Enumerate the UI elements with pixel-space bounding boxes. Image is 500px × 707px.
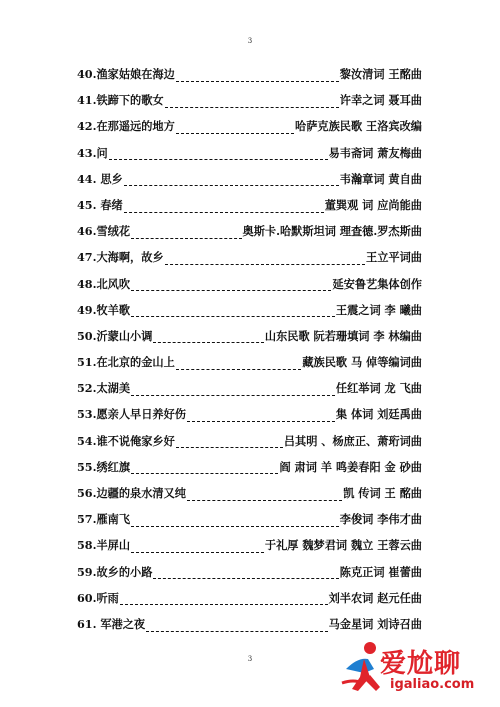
toc-row bbox=[77, 433, 422, 459]
toc-row bbox=[77, 276, 422, 302]
toc-entry-title: 49.牧羊歌 bbox=[77, 302, 131, 317]
toc-entry-title: 47.大海啊，故乡 bbox=[77, 250, 164, 265]
toc-leader-dashes bbox=[153, 340, 263, 343]
toc-row bbox=[77, 537, 422, 563]
toc-entry-title: 50.沂蒙山小调 bbox=[77, 328, 153, 343]
toc-entry-credit: 易韦斋词 萧友梅曲 bbox=[328, 145, 422, 160]
toc-row bbox=[77, 66, 422, 92]
toc-leader-dashes bbox=[120, 602, 328, 605]
toc-leader-dashes bbox=[176, 131, 294, 134]
page-number-top: 3 bbox=[247, 37, 253, 45]
toc-row bbox=[77, 328, 422, 354]
toc-leader-dashes bbox=[187, 498, 342, 501]
toc-leader-dashes bbox=[131, 550, 264, 553]
toc-entry-title: 53.愿亲人早日养好伤 bbox=[77, 407, 186, 422]
toc-entry-credit: 许幸之词 聂耳曲 bbox=[339, 93, 422, 108]
toc-entry-credit: 藏族民歌 马 倬等编词曲 bbox=[302, 355, 422, 370]
toc-row bbox=[77, 590, 422, 616]
toc-entry-title: 56.边疆的泉水清又纯 bbox=[77, 486, 186, 500]
toc-entry-title: 52.太湖美 bbox=[77, 381, 131, 396]
toc-entry-title: 48.北风吹 bbox=[77, 276, 131, 291]
toc-entry-credit: 韦瀚章词 黄自曲 bbox=[339, 171, 422, 186]
toc-entry-title: 51.在北京的金山上 bbox=[77, 355, 175, 370]
table-of-contents bbox=[77, 66, 422, 642]
page-number-bottom: 3 bbox=[247, 655, 253, 663]
toc-row bbox=[77, 92, 422, 118]
toc-entry-title: 43.问 bbox=[77, 145, 108, 160]
toc-leader-dashes bbox=[131, 236, 241, 239]
toc-entry-title: 55.绣红旗 bbox=[77, 459, 131, 474]
toc-entry-credit: 马金星词 刘诗召曲 bbox=[328, 616, 422, 631]
toc-entry-credit: 山东民歌 阮若珊填词 李 林编曲 bbox=[264, 328, 422, 343]
toc-row bbox=[77, 485, 422, 511]
toc-leader-dashes bbox=[153, 576, 338, 579]
toc-entry-credit: 黎汝清词 王酩曲 bbox=[339, 67, 422, 81]
toc-row bbox=[77, 249, 422, 275]
watermark-brand: 爱尬聊 bbox=[380, 649, 462, 679]
toc-leader-dashes bbox=[187, 419, 335, 422]
toc-entry-title: 57.雁南飞 bbox=[77, 512, 131, 527]
toc-entry-title: 58.半屏山 bbox=[77, 538, 131, 553]
toc-leader-dashes bbox=[165, 105, 339, 108]
toc-leader-dashes bbox=[176, 445, 283, 448]
toc-row bbox=[77, 197, 422, 223]
toc-leader-dashes bbox=[131, 393, 335, 396]
watermark-url: igaliao.com bbox=[390, 677, 475, 692]
toc-row bbox=[77, 380, 422, 406]
toc-entry-title: 41.铁蹄下的歌女 bbox=[77, 93, 164, 108]
toc-leader-dashes bbox=[176, 367, 302, 370]
toc-entry-credit: 阎 肃词 羊 鸣姜春阳 金 砂曲 bbox=[279, 459, 422, 474]
toc-entry-credit: 集 体词 刘廷禹曲 bbox=[335, 407, 422, 422]
toc-leader-dashes bbox=[109, 157, 328, 160]
toc-row bbox=[77, 171, 422, 197]
toc-entry-credit: 李俊词 李伟才曲 bbox=[339, 512, 422, 527]
toc-entry-credit: 吕其明 、杨庶正、萧珩词曲 bbox=[283, 433, 422, 448]
toc-row bbox=[77, 354, 422, 380]
toc-entry-title: 60.听雨 bbox=[77, 590, 119, 605]
toc-row bbox=[77, 406, 422, 432]
toc-entry-title: 61. 军港之夜 bbox=[77, 616, 146, 631]
watermark-logo bbox=[340, 637, 490, 697]
toc-entry-title: 40.渔家姑娘在海边 bbox=[77, 67, 175, 81]
toc-entry-credit: 奥斯卡.哈默斯坦词 理查德.罗杰斯曲 bbox=[242, 224, 422, 239]
toc-entry-title: 44. 思乡 bbox=[77, 171, 123, 186]
toc-leader-dashes bbox=[146, 629, 327, 632]
toc-entry-title: 54.谁不说俺家乡好 bbox=[77, 433, 175, 448]
toc-row bbox=[77, 223, 422, 249]
toc-leader-dashes bbox=[124, 183, 339, 186]
toc-row bbox=[77, 564, 422, 590]
toc-row bbox=[77, 145, 422, 171]
toc-leader-dashes bbox=[176, 79, 339, 82]
toc-entry-title: 59.故乡的小路 bbox=[77, 564, 153, 579]
toc-leader-dashes bbox=[165, 262, 365, 265]
toc-row bbox=[77, 118, 422, 144]
toc-entry-title: 42.在那遥远的地方 bbox=[77, 119, 175, 134]
toc-entry-credit: 王立平词曲 bbox=[366, 250, 422, 265]
toc-entry-title: 45. 春绪 bbox=[77, 197, 123, 212]
toc-entry-credit: 王震之词 李 曦曲 bbox=[335, 302, 422, 317]
toc-entry-credit: 任红举词 龙 飞曲 bbox=[335, 381, 422, 396]
toc-leader-dashes bbox=[131, 288, 331, 291]
toc-row bbox=[77, 511, 422, 537]
toc-leader-dashes bbox=[124, 210, 324, 213]
toc-entry-credit: 凯 传词 王 酩曲 bbox=[343, 486, 422, 500]
toc-entry-credit: 董巽观 词 应尚能曲 bbox=[324, 197, 422, 212]
toc-row bbox=[77, 459, 422, 485]
toc-entry-credit: 哈萨克族民歌 王洛宾改编 bbox=[295, 119, 422, 134]
toc-entry-credit: 陈克正词 崔蕾曲 bbox=[339, 564, 422, 579]
toc-entry-credit: 刘半农词 赵元任曲 bbox=[328, 590, 422, 605]
toc-row bbox=[77, 302, 422, 328]
toc-leader-dashes bbox=[131, 471, 278, 474]
toc-leader-dashes bbox=[131, 524, 339, 527]
toc-entry-credit: 于礼厚 魏梦君词 魏立 王蓉云曲 bbox=[264, 538, 422, 553]
toc-leader-dashes bbox=[131, 314, 335, 317]
toc-entry-title: 46.雪绒花 bbox=[77, 224, 131, 239]
toc-entry-credit: 延安鲁艺集体创作 bbox=[332, 276, 422, 291]
